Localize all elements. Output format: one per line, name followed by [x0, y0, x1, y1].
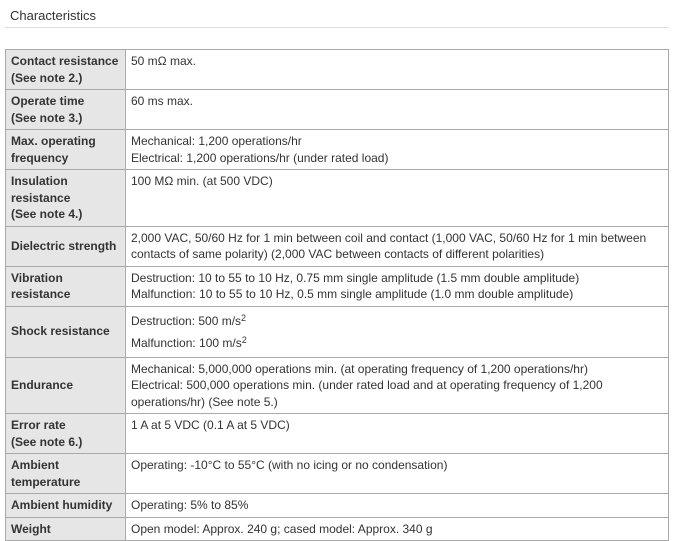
row-value-line: operations/hr) (See note 5.) — [131, 394, 278, 409]
row-value-line: Destruction: 500 m/s — [131, 313, 242, 328]
row-label-line: (See note 2.) — [11, 70, 83, 85]
row-label — [6, 50, 126, 90]
row-label-line: Insulation — [11, 174, 68, 188]
section-divider — [5, 27, 669, 28]
row-value-line: 50 mΩ max. — [131, 54, 196, 68]
row-value-line: Mechanical: 1,200 operations/hr — [131, 134, 302, 148]
row-label-line: Ambient humidity — [11, 498, 113, 512]
row-value-line: Destruction: 10 to 55 to 10 Hz, 0.75 mm single amplitude (1.5 mm double amplitude) — [131, 270, 580, 285]
row-label-line: Endurance — [11, 378, 74, 392]
table-row — [6, 170, 669, 227]
row-value-line: Electrical: 1,200 operations/hr (under rated load) — [131, 150, 389, 165]
row-label-line: Dielectric strength — [11, 238, 117, 253]
table-row — [6, 517, 669, 541]
table-row — [6, 226, 669, 266]
row-value — [126, 130, 669, 170]
row-value-line: Operating: 5% to 85% — [131, 498, 249, 512]
row-label — [6, 414, 126, 454]
superscript: 2 — [241, 312, 247, 323]
row-label-line: Weight — [11, 521, 51, 536]
row-value-line: 60 ms max. — [131, 94, 194, 108]
row-label-line: Vibration — [11, 270, 63, 285]
row-label-line: frequency — [11, 150, 69, 165]
section-title: Characteristics — [10, 8, 96, 23]
row-label-line: (See note 6.) — [11, 434, 83, 449]
row-value-line: contacts of same polarity) (2,000 VAC between contacts of different polarities) — [131, 247, 545, 261]
row-value — [126, 517, 669, 541]
table-row — [6, 357, 669, 414]
row-label-line: Max. operating — [11, 134, 96, 148]
row-label — [6, 170, 126, 227]
superscript: 2 — [241, 334, 247, 345]
row-value — [126, 306, 669, 357]
table-row — [6, 266, 669, 306]
row-label — [6, 226, 126, 266]
row-label — [6, 454, 126, 494]
table-row — [6, 130, 669, 170]
row-value — [126, 357, 669, 414]
row-label — [6, 357, 126, 414]
row-value — [126, 50, 669, 90]
row-value-line: Electrical: 500,000 operations min. (under rated load and at operating frequency of 1,200 — [131, 378, 603, 392]
row-value-line: 1 A at 5 VDC (0.1 A at 5 VDC) — [131, 418, 290, 432]
row-value-line: Open model: Approx. 240 g; cased model: Approx. 340 g — [131, 521, 433, 536]
table-row — [6, 50, 669, 90]
row-label-line: resistance — [11, 287, 71, 301]
row-label — [6, 306, 126, 357]
row-label — [6, 90, 126, 130]
row-value — [126, 266, 669, 306]
row-value-line: 100 MΩ min. (at 500 VDC) — [131, 174, 273, 188]
table-row — [6, 90, 669, 130]
row-value — [126, 226, 669, 266]
table-row — [6, 454, 669, 494]
row-label-line: Shock resistance — [11, 324, 110, 339]
table-row — [6, 306, 669, 357]
row-value — [126, 454, 669, 494]
row-label — [6, 494, 126, 518]
row-label-line: Contact resistance — [11, 54, 119, 68]
row-value — [126, 494, 669, 518]
row-label-line: temperature — [11, 474, 81, 489]
row-value-line: Malfunction: 10 to 55 to 10 Hz, 0.5 mm single amplitude (1.0 mm double amplitude) — [131, 287, 574, 301]
row-label-line: (See note 3.) — [11, 110, 83, 125]
row-value — [126, 170, 669, 227]
row-value-line: 2,000 VAC, 50/60 Hz for 1 min between coil and contact (1,000 VAC, 50/60 Hz for 1 min between — [131, 230, 647, 245]
row-value — [126, 414, 669, 454]
row-label — [6, 130, 126, 170]
row-value-line: Mechanical: 5,000,000 operations min. (at operating frequency of 1,200 operations/hr) — [131, 361, 588, 376]
row-value-line: Malfunction: 100 m/s — [131, 335, 242, 350]
row-label-line: Operate time — [11, 94, 85, 108]
row-value — [126, 90, 669, 130]
row-value-line: Operating: -10°C to 55°C (with no icing or no condensation) — [131, 458, 448, 472]
row-label-line: Error rate — [11, 418, 66, 432]
table-row — [6, 494, 669, 518]
table-row — [6, 414, 669, 454]
characteristics-table — [5, 49, 669, 541]
row-label-line: (See note 4.) — [11, 207, 83, 221]
row-label — [6, 517, 126, 541]
row-label-line: Ambient — [11, 458, 59, 472]
row-label-line: resistance — [11, 190, 71, 205]
row-label — [6, 266, 126, 306]
